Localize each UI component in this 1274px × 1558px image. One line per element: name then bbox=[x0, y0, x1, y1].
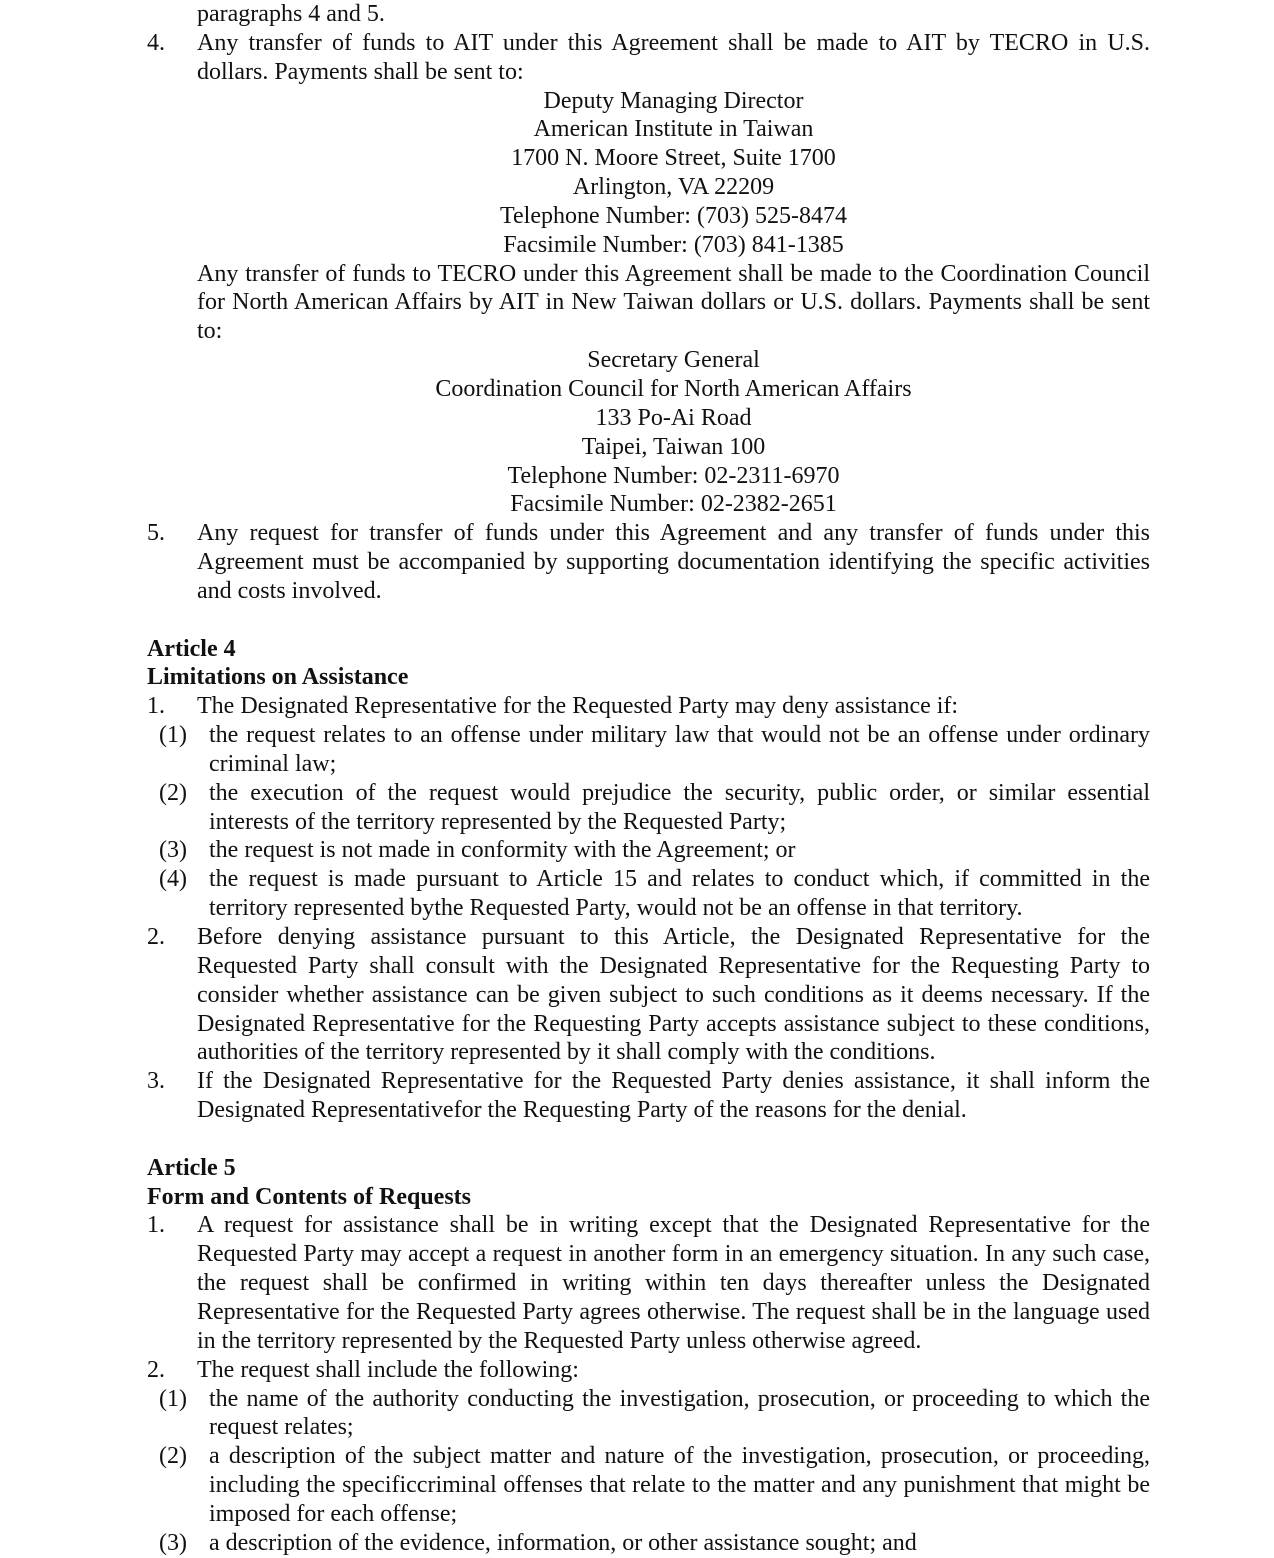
address-line: 133 Po-Ai Road bbox=[595, 404, 752, 431]
sub-item-number: (2) bbox=[159, 1443, 187, 1470]
address-line: Telephone Number: (703) 525-8474 bbox=[500, 202, 847, 229]
sub-list-item bbox=[147, 779, 1150, 837]
item-number: 3. bbox=[147, 1068, 165, 1095]
sub-item-text: the name of the authority conducting the investigation, prosecution, or proceeding to which the request relates; bbox=[209, 1385, 1150, 1441]
article-title: Limitations on Assistance bbox=[147, 664, 409, 691]
address-line: Facsimile Number: 02-2382-2651 bbox=[510, 491, 837, 518]
address-line: 1700 N. Moore Street, Suite 1700 bbox=[511, 145, 836, 172]
item-text: If the Designated Representative for the Requested Party denies assistance, it shall inform the Designated Representativefor the Requesting Party of the reasons for the denial. bbox=[197, 1068, 1150, 1124]
item-number: 5. bbox=[147, 520, 165, 547]
ccnaa-address-block bbox=[147, 346, 1150, 519]
sub-list-item bbox=[147, 1529, 1150, 1558]
item-text: The Designated Representative for the Requested Party may deny assistance if: bbox=[197, 693, 959, 720]
sub-item-number: (3) bbox=[159, 1529, 187, 1556]
item-text: Any transfer of funds to AIT under this Agreement shall be made to AIT by TECRO in U.S. dollars. Payments shall be sent to: bbox=[197, 29, 1150, 85]
sub-item-text: the request is made pursuant to Article 15 and relates to conduct which, if committed in the territory represented bythe Requested Party, would not be an offense in that territory. bbox=[209, 866, 1150, 922]
sub-item-text: a description of the subject matter and nature of the investigation, prosecution, or proceeding, including the specificcriminal offenses that relate to the matter and any punishment that might be imposed for each offense; bbox=[209, 1443, 1150, 1527]
item-number: 1. bbox=[147, 1212, 165, 1239]
article-title: Form and Contents of Requests bbox=[147, 1183, 471, 1210]
address-line: Arlington, VA 22209 bbox=[572, 174, 775, 201]
address-line: Secretary General bbox=[587, 347, 760, 374]
spacer bbox=[147, 606, 1150, 635]
address-line: Facsimile Number: (703) 841-1385 bbox=[503, 231, 844, 258]
article-heading: Article 4 bbox=[147, 635, 236, 662]
sub-list-item bbox=[147, 1385, 1150, 1443]
sub-item-text: the execution of the request would prejudice the security, public order, or similar essential interests of the territory represented by the Requested Party; bbox=[209, 779, 1150, 835]
sub-item-text: the request is not made in conformity with the Agreement; or bbox=[209, 837, 796, 864]
item-text: Before denying assistance pursuant to this Article, the Designated Representative for the Requested Party shall consult with the Designated Representative for the Requesting Party to consider whether assistance can be given subject to such conditions as it deems necessary. If the Designated Representative for the Requesting Party accepts assistance subject to these conditions, authorities of the territory represented by it shall comply with the conditions. bbox=[197, 924, 1150, 1066]
address-line: Deputy Managing Director bbox=[543, 87, 804, 114]
item-text: The request shall include the following: bbox=[197, 1356, 579, 1383]
spacer bbox=[147, 1125, 1150, 1154]
sub-item-text: a description of the evidence, information, or other assistance sought; and bbox=[209, 1529, 917, 1556]
article-heading: Article 5 bbox=[147, 1154, 236, 1181]
address-line: Taipei, Taiwan 100 bbox=[581, 433, 766, 460]
sub-item-number: (1) bbox=[159, 1385, 187, 1412]
list-item bbox=[147, 1067, 1150, 1125]
address-line: Coordination Council for North American Affairs bbox=[435, 375, 912, 402]
sub-list-item bbox=[147, 721, 1150, 779]
tecro-transfer-paragraph: Any transfer of funds to TECRO under this Agreement shall be made to the Coordination Council for North American Affairs by AIT in New Taiwan dollars or U.S. dollars. Payments shall be sent to: bbox=[197, 260, 1150, 345]
item-number: 1. bbox=[147, 693, 165, 720]
ait-address-block bbox=[147, 87, 1150, 260]
item-number: 4. bbox=[147, 29, 165, 56]
list-item bbox=[147, 692, 1150, 721]
sub-item-number: (2) bbox=[159, 779, 187, 806]
item-number: 2. bbox=[147, 924, 165, 950]
list-item bbox=[147, 1211, 1150, 1355]
list-item bbox=[147, 29, 1150, 87]
sub-list-item bbox=[147, 1442, 1150, 1529]
list-item bbox=[147, 1356, 1150, 1385]
paragraph-fragment: paragraphs 4 and 5. bbox=[197, 1, 385, 27]
address-line: American Institute in Taiwan bbox=[533, 116, 814, 143]
item-text: Any request for transfer of funds under this Agreement and any transfer of funds under this Agreement must be accompanied by supporting documentation identifying the specific activities and costs involved. bbox=[197, 520, 1150, 604]
list-item bbox=[147, 519, 1150, 606]
item-text: A request for assistance shall be in writing except that the Designated Representative for the Requested Party may accept a request in another form in an emergency situation. In any such case, the request shall be confirmed in writing within ten days thereafter unless the Designated Representative for the Requested Party agrees otherwise. The request shall be in the language used in the territory represented by the Requested Party unless otherwise agreed. bbox=[197, 1212, 1150, 1354]
sub-list-item bbox=[147, 865, 1150, 923]
address-line: Telephone Number: 02-2311-6970 bbox=[507, 462, 840, 489]
list-item bbox=[147, 923, 1150, 1067]
document-page bbox=[147, 0, 1150, 1558]
item-number: 2. bbox=[147, 1356, 165, 1383]
sub-list-item bbox=[147, 836, 1150, 865]
sub-item-number: (3) bbox=[159, 837, 187, 864]
sub-item-number: (1) bbox=[159, 722, 187, 749]
sub-item-number: (4) bbox=[159, 866, 187, 893]
sub-item-text: the request relates to an offense under military law that would not be an offense under ordinary criminal law; bbox=[209, 722, 1150, 777]
